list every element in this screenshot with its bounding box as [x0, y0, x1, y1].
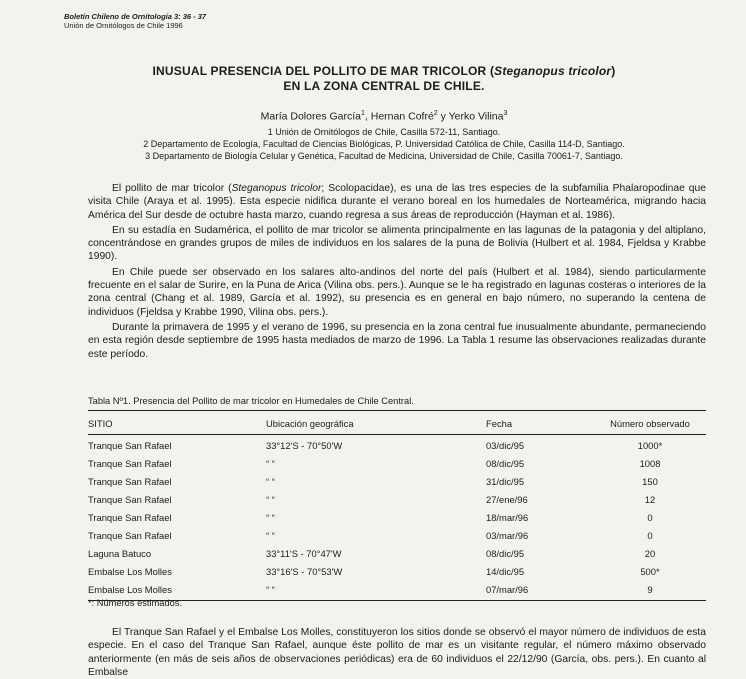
paragraph-2: En su estadía en Sudamérica, el pollito de mar tricolor se alimenta principalmente en las lagunas de la patagonia y del altiplano, concentrándose en grandes grupos de miles de individuos en los salares de la puna de Bolivia (Hulbert et al. 1984, Fjeldsa y Krabbe 1990).	[88, 224, 706, 263]
table-caption: Tabla Nº1. Presencia del Pollito de mar tricolor en Humedales de Chile Central.	[88, 396, 414, 406]
affiliations	[64, 126, 704, 162]
affiliation-2: 2 Departamento de Ecología, Facultad de Ciencias Biológicas, P. Universidad Católica de Chile, Casilla 114-D, Santiago.	[143, 139, 625, 149]
table-footnote: *: Números estimados.	[88, 598, 183, 608]
author-2: Hernan Cofré	[370, 110, 434, 123]
article-title: INUSUAL PRESENCIA DEL POLLITO DE MAR TRICOLOR (Steganopus tricolor) EN LA ZONA CENTRAL DE CHILE.	[152, 64, 616, 93]
header-fecha: Fecha	[486, 418, 513, 429]
table-header-row	[88, 418, 706, 434]
table-row: Tranque San Rafael “ “ 08/dic/95 1008	[88, 458, 661, 469]
table-row: Tranque San Rafael “ “ 31/dic/95 150	[88, 476, 658, 487]
header-ubicacion: Ubicación geográfica	[266, 418, 354, 429]
header-sitio: SITIO	[88, 418, 113, 429]
journal-citation: Boletín Chileno de Ornitología 3: 36 - 37	[64, 12, 207, 21]
author-3: Yerko Vilina	[448, 110, 504, 123]
paragraph-1: El pollito de mar tricolor (Steganopus tricolor; Scolopacidae), es una de las tres especies de la subfamilia Phalaropodinae que visita Chile (Araya et al. 1995). Esta especie nidifica durante el verano boreal en los humedales de Norteamérica, migrando hacia América del Sur desde de octubre hasta marzo, cuando regresa a sus áreas de reproducción (Hayman et al. 1986).	[88, 183, 706, 221]
table-row: Tranque San Rafael “ “ 03/mar/96 0	[88, 530, 653, 541]
affiliation-3: 3 Departamento de Biología Celular y Genética, Facultad de Medicina, Universidad de Chile, Casilla 70061-7, Santiago.	[145, 151, 623, 161]
table-top-rule	[88, 410, 706, 411]
article-body	[88, 182, 706, 363]
table-row: Laguna Batuco 33°11'S - 70°47'W 08/dic/95 20	[88, 548, 656, 559]
table-row: Embalse Los Molles 33°16'S - 70°53'W 14/dic/95 500*	[88, 566, 660, 577]
header-numero: Número observado	[610, 418, 690, 429]
table-row: Tranque San Rafael “ “ 27/ene/96 12	[88, 494, 656, 505]
paragraph-3: En Chile puede ser observado en los salares alto-andinos del norte del país (Hulbert et al. 1984), siendo particularmente frecuente en el salar de Surire, en la Puna de Arica (Vilina obs. pers.). Aunque se le ha registrado en lagunas costeras o interiores de la zona central (Chang et al. 1989, García et al. 1992), su presencia es en general en bajo número, no superando la centena de individuos (Fjeldsa y Krabbe 1990, Vilina obs. pers.).	[88, 266, 706, 318]
paragraph-4: Durante la primavera de 1995 y el verano de 1996, su presencia en la zona central fue inusualmente abundante, permaneciendo en esta región desde septiembre de 1995 hasta mediados de marzo de 1996. La Tabla 1 resume las observaciones realizadas durante este período.	[88, 321, 706, 360]
journal-publisher: Unión de Ornitólogos de Chile 1996	[64, 21, 183, 30]
closing-body	[88, 626, 706, 679]
table-row: Embalse Los Molles “ “ 07/mar/96 9	[88, 584, 653, 595]
journal-header	[64, 12, 206, 30]
affiliation-1: 1 Unión de Ornitólogos de Chile, Casilla 572-11, Santiago.	[267, 127, 501, 137]
table-row: Tranque San Rafael “ “ 18/mar/96 0	[88, 512, 653, 523]
paragraph-5: El Tranque San Rafael y el Embalse Los Molles, constituyeron los sitios donde se observó el mayor número de individuos de esta especie. En el caso del Tranque San Rafael, aunque éste pollito de mar es un visitante regular, el número máximo observado anteriormente (en más de seis años de observaciones periódicas) era de 60 individuos el 22/12/90 (García, obs. pers.). En cuanto al Embalse	[88, 627, 706, 678]
table-row: Tranque San Rafael 33°12'S - 70°50'W 03/dic/95 1000*	[88, 440, 663, 451]
author-1: María Dolores García	[260, 110, 361, 123]
table-header-rule	[88, 434, 706, 435]
authors: María Dolores García$^1$, Hernan Cofré$^2$ y Yerko Vilina$^3$	[260, 110, 508, 123]
title-species: Steganopus tricolor	[494, 64, 612, 78]
